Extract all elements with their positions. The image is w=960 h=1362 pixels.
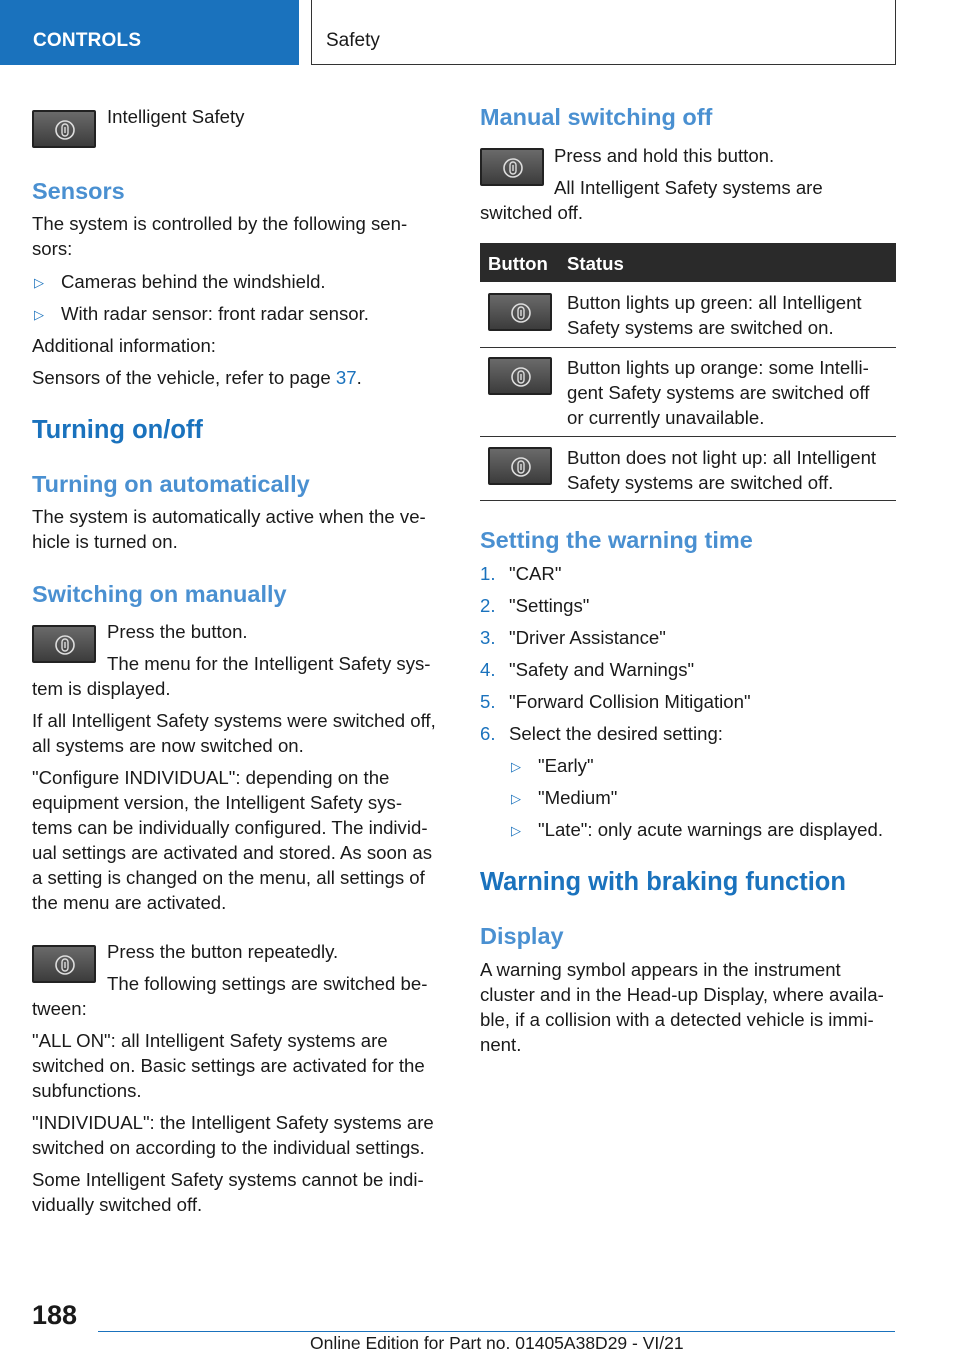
display-text: A warning symbol appears in the instrument <box>480 959 841 980</box>
intelligent-safety-button-icon <box>488 357 552 395</box>
manual-caption: The following settings are switched be- <box>107 973 428 994</box>
table-header <box>480 243 896 282</box>
list-item: "Early" <box>538 755 594 776</box>
manual-text: tems can be individually configured. The individ- <box>32 817 428 838</box>
manual-caption: The menu for the Intelligent Safety sys- <box>107 653 431 674</box>
list-item: "Settings" <box>509 595 590 616</box>
table-cell: Safety systems are switched on. <box>567 317 834 338</box>
sensors-heading: Sensors <box>32 178 125 204</box>
triangle-bullet-icon: ▷ <box>511 759 521 774</box>
display-heading: Display <box>480 923 564 949</box>
manual-off-caption: switched off. <box>480 202 584 223</box>
page-reference-link[interactable]: 37 <box>335 367 357 388</box>
manual-caption: tem is displayed. <box>32 678 171 699</box>
table-cell: gent Safety systems are switched off <box>567 382 870 403</box>
section-tab <box>0 0 299 65</box>
manual-caption: Press the button. <box>107 621 248 642</box>
list-item: With radar sensor: front radar sensor. <box>61 303 369 324</box>
column-header-button: Button <box>488 253 548 274</box>
list-item: "Medium" <box>538 787 618 808</box>
triangle-bullet-icon: ▷ <box>34 275 44 290</box>
manual-text: vidually switched off. <box>32 1194 203 1215</box>
intro-caption: Intelligent Safety <box>107 106 245 127</box>
list-item: "Late": only acute warnings are displayed. <box>538 819 883 840</box>
intelligent-safety-button-icon <box>488 293 552 331</box>
auto-text: hicle is turned on. <box>32 531 178 552</box>
manual-caption: tween: <box>32 998 87 1019</box>
list-item: Select the desired setting: <box>509 723 723 744</box>
list-item: "Safety and Warnings" <box>509 659 695 680</box>
column-header-status: Status <box>567 253 624 274</box>
footer-edition: Online Edition for Part no. 01405A38D29 - VI/21 <box>310 1333 684 1353</box>
chapter-header <box>311 0 896 65</box>
auto-heading: Turning on automatically <box>32 471 310 497</box>
chapter-title: Safety <box>326 30 380 51</box>
step-number: 3. <box>480 627 496 648</box>
list-item: "Driver Assistance" <box>509 627 666 648</box>
manual-text: a setting is changed on the menu, all settings of <box>32 867 425 888</box>
intelligent-safety-button-icon <box>32 110 96 148</box>
table-cell: Safety systems are switched off. <box>567 472 834 493</box>
intelligent-safety-button-icon <box>32 945 96 983</box>
table-cell: Button lights up green: all Intelligent <box>567 292 862 313</box>
list-item: "CAR" <box>509 563 562 584</box>
row-divider <box>480 500 896 501</box>
braking-heading: Warning with braking function <box>480 868 846 896</box>
manual-text: If all Intelligent Safety systems were switched off, <box>32 710 436 731</box>
manual-text: ual settings are activated and stored. As soon as <box>32 842 433 863</box>
manual-heading: Switching on manually <box>32 581 287 607</box>
turning-heading: Turning on/off <box>32 416 203 444</box>
sensors-reference: Sensors of the vehicle, refer to page 37. <box>32 367 362 388</box>
step-number: 1. <box>480 563 496 584</box>
sensors-text: sors: <box>32 238 73 259</box>
step-number: 2. <box>480 595 496 616</box>
manual-text: "ALL ON": all Intelligent Safety systems are <box>32 1030 388 1051</box>
manual-text: the menu are activated. <box>32 892 227 913</box>
triangle-bullet-icon: ▷ <box>511 823 521 838</box>
manual-text: "INDIVIDUAL": the Intelligent Safety systems are <box>32 1112 434 1133</box>
manual-caption: Press the button repeatedly. <box>107 941 339 962</box>
auto-text: The system is automatically active when the ve- <box>32 506 426 527</box>
triangle-bullet-icon: ▷ <box>34 307 44 322</box>
display-text: cluster and in the Head-up Display, where availa- <box>480 984 884 1005</box>
manual-off-heading: Manual switching off <box>480 104 713 130</box>
table-cell: Button does not light up: all Intelligent <box>567 447 877 468</box>
additional-info: Additional information: <box>32 335 216 356</box>
manual-text: subfunctions. <box>32 1080 142 1101</box>
list-item: Cameras behind the windshield. <box>61 271 326 292</box>
display-text: ble, if a collision with a detected vehicle is immi- <box>480 1009 874 1030</box>
manual-text: Some Intelligent Safety systems cannot be indi- <box>32 1169 424 1190</box>
intelligent-safety-button-icon <box>32 625 96 663</box>
row-divider <box>480 436 896 437</box>
manual-off-caption: Press and hold this button. <box>554 145 775 166</box>
footer-divider <box>98 1331 895 1332</box>
manual-text: switched on according to the individual settings. <box>32 1137 425 1158</box>
page-number: 188 <box>32 1300 78 1330</box>
sensors-text: The system is controlled by the following sen- <box>32 213 408 234</box>
manual-text: switched on. Basic settings are activated for the <box>32 1055 425 1076</box>
table-cell: or currently unavailable. <box>567 407 765 428</box>
manual-off-caption: All Intelligent Safety systems are <box>554 177 823 198</box>
table-cell: Button lights up orange: some Intelli- <box>567 357 869 378</box>
manual-text: "Configure INDIVIDUAL": depending on the <box>32 767 390 788</box>
display-text: nent. <box>480 1034 522 1055</box>
intelligent-safety-button-icon <box>488 447 552 485</box>
list-item: "Forward Collision Mitigation" <box>509 691 751 712</box>
manual-text: equipment version, the Intelligent Safety sys- <box>32 792 403 813</box>
manual-text: all systems are now switched on. <box>32 735 304 756</box>
step-number: 4. <box>480 659 496 680</box>
step-number: 5. <box>480 691 496 712</box>
triangle-bullet-icon: ▷ <box>511 791 521 806</box>
intelligent-safety-button-icon <box>480 148 544 186</box>
step-number: 6. <box>480 723 496 744</box>
warning-time-heading: Setting the warning time <box>480 527 753 553</box>
row-divider <box>480 347 896 348</box>
section-title: CONTROLS <box>33 30 142 51</box>
